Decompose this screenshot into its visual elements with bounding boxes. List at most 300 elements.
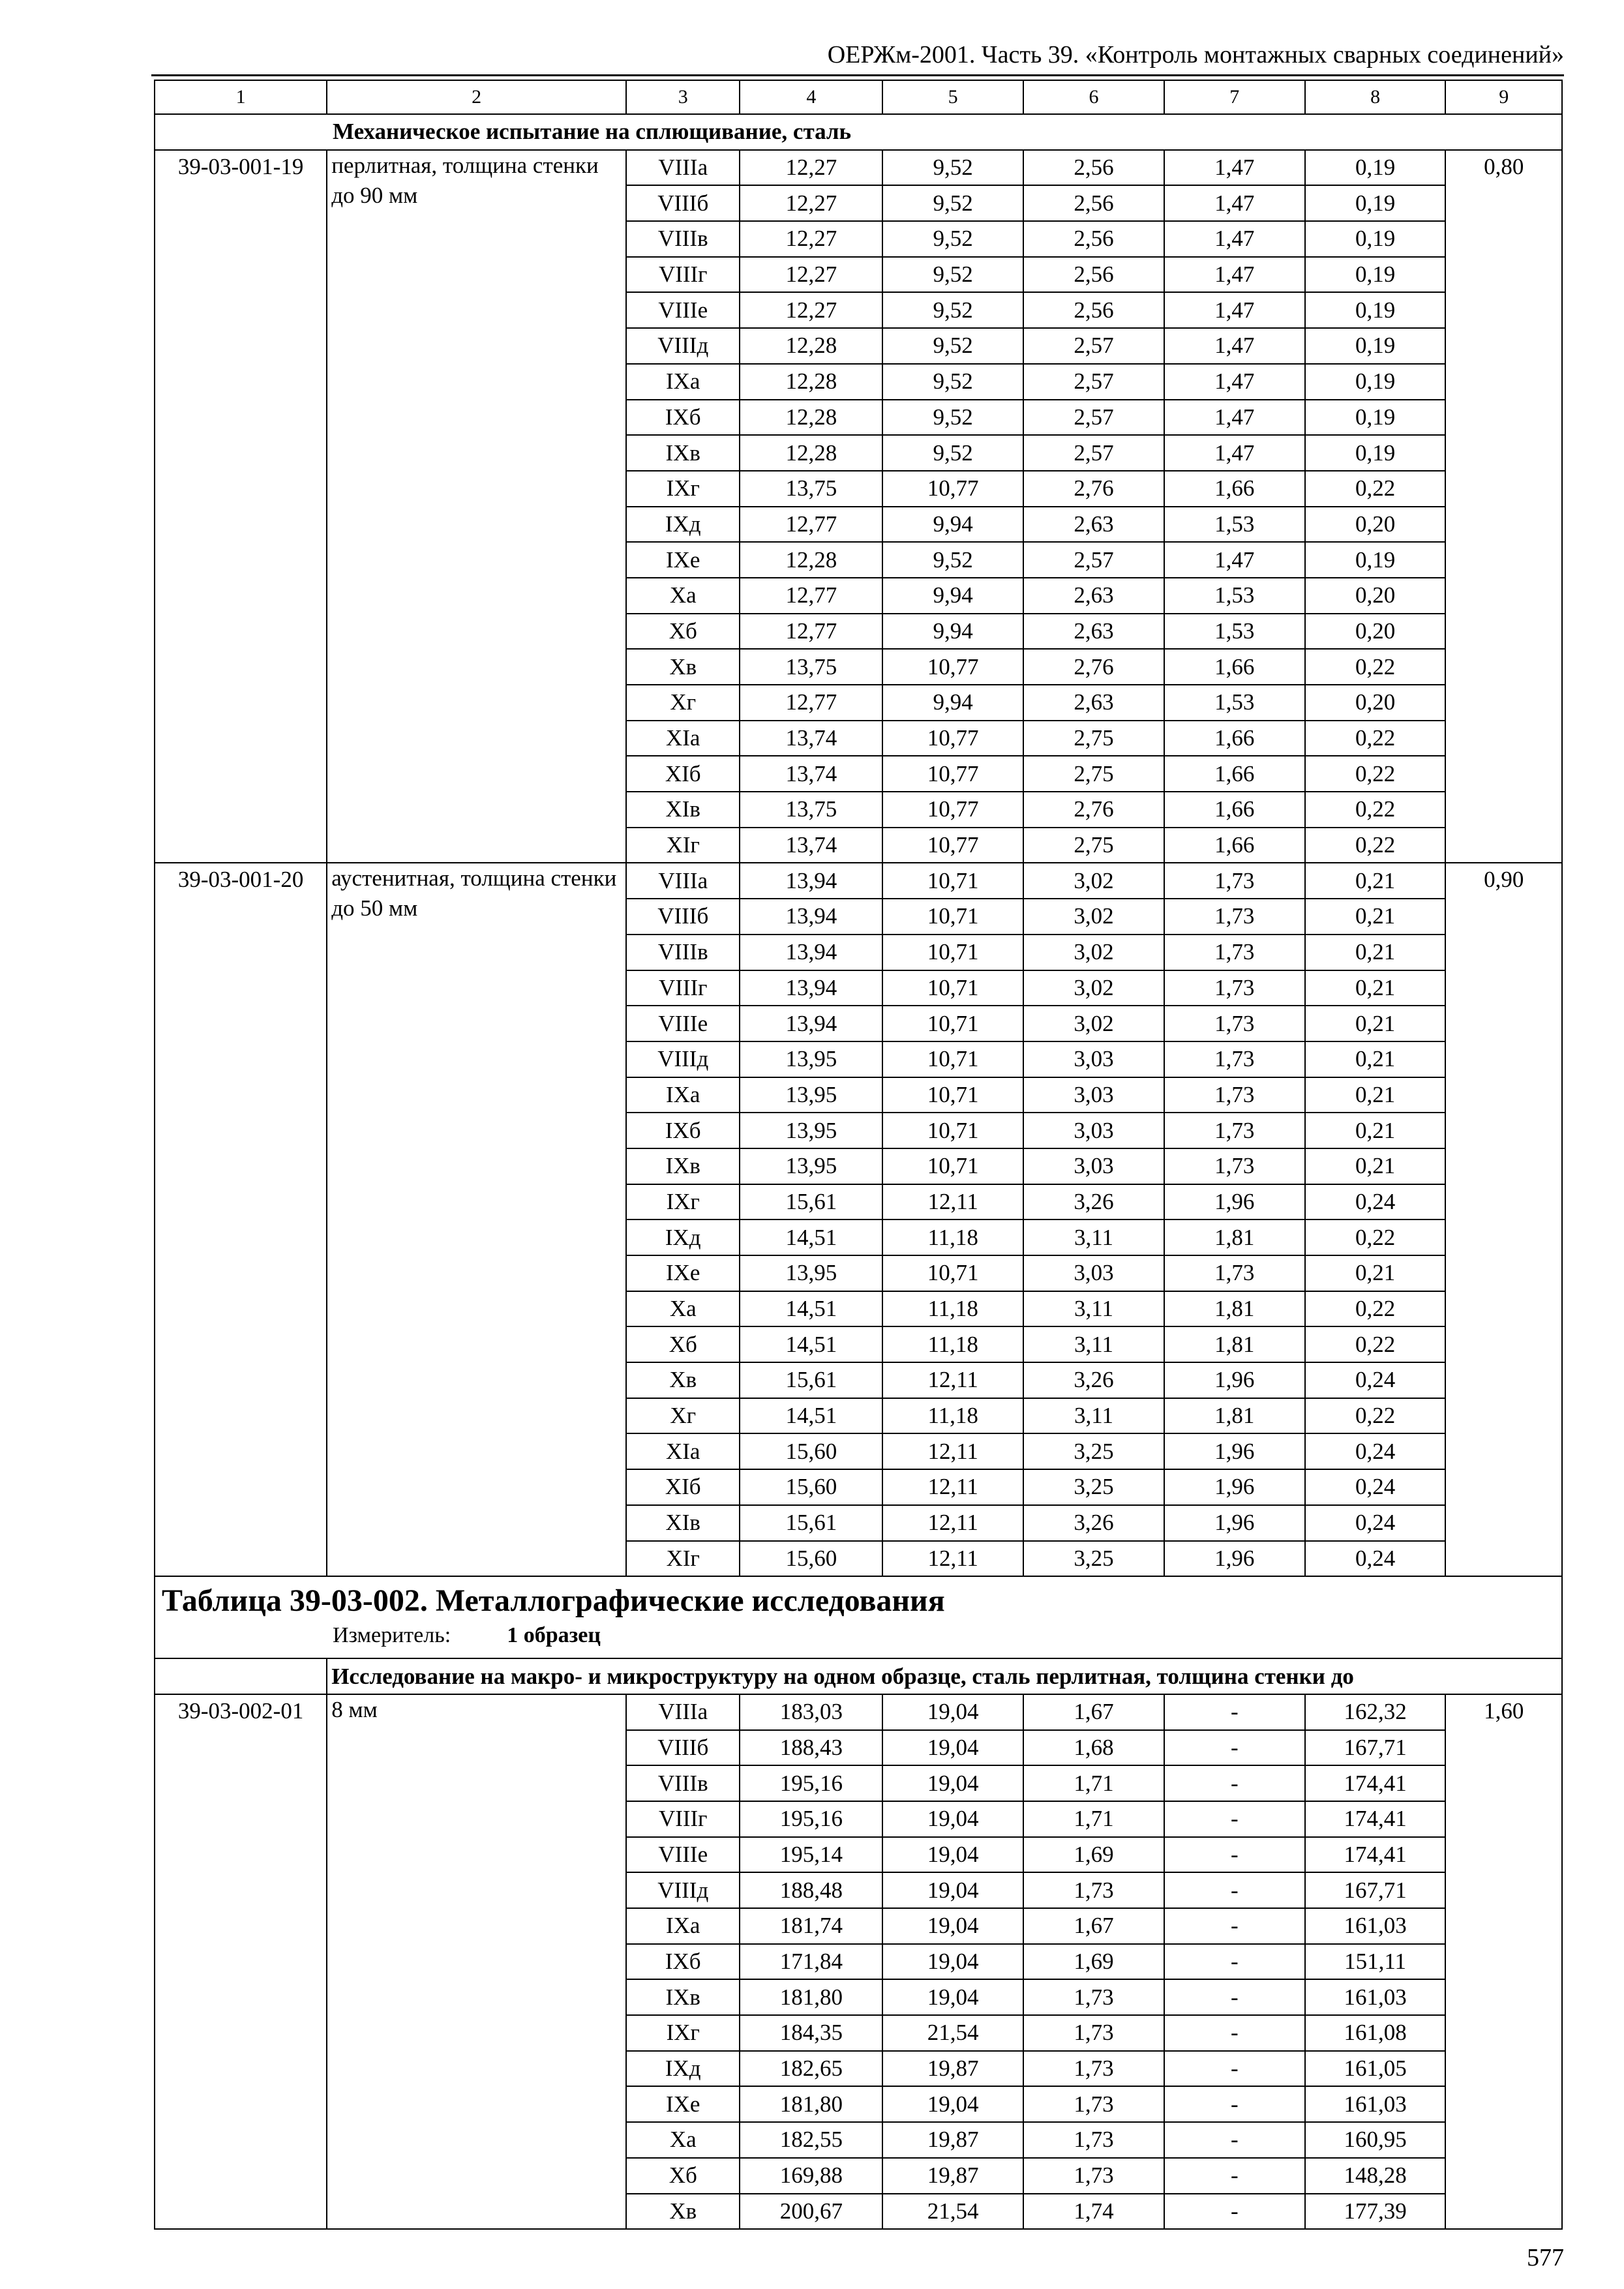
zone-cell: IXг (626, 2015, 740, 2051)
value-cell: 19,04 (882, 1872, 1023, 1908)
header-rule (151, 74, 1564, 76)
value-cell: 3,03 (1023, 1113, 1164, 1148)
value-cell: 3,11 (1023, 1326, 1164, 1362)
value-cell: 0,22 (1305, 1291, 1446, 1327)
zone-cell: XIб (626, 1469, 740, 1505)
value-cell: 19,04 (882, 1765, 1023, 1801)
value-cell: 1,71 (1023, 1801, 1164, 1837)
value-cell: 3,02 (1023, 935, 1164, 970)
value-cell: 162,32 (1305, 1694, 1446, 1730)
value-cell: 13,94 (740, 970, 882, 1006)
zone-cell: VIIIд (626, 1872, 740, 1908)
zone-cell: VIIIв (626, 935, 740, 970)
zone-cell: Xв (626, 649, 740, 685)
value-cell: 9,52 (882, 185, 1023, 221)
value-cell: 2,63 (1023, 507, 1164, 543)
value-cell: 0,22 (1305, 792, 1446, 828)
value-cell: 0,19 (1305, 257, 1446, 293)
value-cell: 1,67 (1023, 1694, 1164, 1730)
value-cell: 10,71 (882, 1077, 1023, 1113)
value-cell: 10,71 (882, 970, 1023, 1006)
value-cell: - (1164, 1694, 1305, 1730)
value-cell: 12,11 (882, 1362, 1023, 1398)
value-cell: 15,61 (740, 1362, 882, 1398)
value-cell: 1,73 (1164, 899, 1305, 935)
value-cell: 3,03 (1023, 1077, 1164, 1113)
value-cell: 19,87 (882, 2051, 1023, 2087)
value-cell: 1,47 (1164, 185, 1305, 221)
value-cell: 1,96 (1164, 1433, 1305, 1469)
value-cell: 182,65 (740, 2051, 882, 2087)
zone-cell: XIг (626, 1541, 740, 1577)
zone-cell: XIa (626, 1433, 740, 1469)
value-cell: 11,18 (882, 1326, 1023, 1362)
value-cell: 0,19 (1305, 150, 1446, 186)
value-cell: 1,96 (1164, 1505, 1305, 1541)
value-cell: 1,81 (1164, 1219, 1305, 1255)
value-cell: 188,48 (740, 1872, 882, 1908)
table2-heading-cell (155, 1576, 1562, 1658)
value-cell: 9,94 (882, 614, 1023, 650)
value-cell: 182,55 (740, 2122, 882, 2158)
value-cell: 3,03 (1023, 1148, 1164, 1184)
value-cell: 174,41 (1305, 1765, 1446, 1801)
value-cell: 161,08 (1305, 2015, 1446, 2051)
value-cell: 3,25 (1023, 1541, 1164, 1577)
zone-cell: Xг (626, 1398, 740, 1434)
value-cell: 2,57 (1023, 400, 1164, 436)
value-cell: 2,76 (1023, 792, 1164, 828)
value-cell: 9,52 (882, 328, 1023, 364)
value-cell: 9,52 (882, 150, 1023, 186)
value-cell: 0,20 (1305, 685, 1446, 721)
value-cell: 0,24 (1305, 1362, 1446, 1398)
value-cell: 0,22 (1305, 1326, 1446, 1362)
zone-cell: VIIIa (626, 1694, 740, 1730)
value-cell: 1,96 (1164, 1184, 1305, 1220)
value-cell: 1,66 (1164, 721, 1305, 756)
value-cell: 183,03 (740, 1694, 882, 1730)
section-title-row (155, 114, 1562, 150)
value-cell: 151,11 (1305, 1944, 1446, 1980)
zone-cell: IXe (626, 2086, 740, 2122)
zone-cell: VIIIв (626, 221, 740, 257)
value-cell: 13,74 (740, 721, 882, 756)
value-cell: 19,04 (882, 1730, 1023, 1766)
value-cell: 12,11 (882, 1505, 1023, 1541)
table-row (155, 150, 1562, 186)
value-cell: 19,04 (882, 1979, 1023, 2015)
value-cell: 161,03 (1305, 1908, 1446, 1944)
value-cell: 11,18 (882, 1219, 1023, 1255)
value-cell: 0,20 (1305, 507, 1446, 543)
value-cell: - (1164, 2194, 1305, 2230)
value-cell: 1,73 (1023, 1872, 1164, 1908)
value-cell: 1,73 (1023, 2086, 1164, 2122)
zone-cell: XIa (626, 721, 740, 756)
value-cell: 2,57 (1023, 328, 1164, 364)
unit-line (162, 1620, 1561, 1651)
value-cell: 0,21 (1305, 1077, 1446, 1113)
value-cell: 0,21 (1305, 1148, 1446, 1184)
value-cell: 19,04 (882, 2086, 1023, 2122)
value-cell: 1,73 (1164, 935, 1305, 970)
value-cell: 19,04 (882, 1837, 1023, 1873)
page-number: 577 (1527, 2244, 1564, 2271)
zone-cell: VIIIб (626, 899, 740, 935)
value-cell: 1,71 (1023, 1765, 1164, 1801)
value-cell: 1,96 (1164, 1541, 1305, 1577)
rates-table (154, 80, 1563, 2230)
unit-value: 1 образец (507, 1623, 601, 1648)
value-cell: 12,28 (740, 542, 882, 578)
zone-cell: Xб (626, 614, 740, 650)
value-cell: 148,28 (1305, 2158, 1446, 2194)
value-cell: 12,11 (882, 1469, 1023, 1505)
zone-cell: IXд (626, 1219, 740, 1255)
value-cell: 10,71 (882, 935, 1023, 970)
value-cell: 0,19 (1305, 185, 1446, 221)
rate-coefficient: 0,80 (1445, 150, 1562, 863)
value-cell: 3,02 (1023, 1006, 1164, 1041)
value-cell: 2,63 (1023, 614, 1164, 650)
zone-cell: XIг (626, 828, 740, 863)
value-cell: 10,71 (882, 1148, 1023, 1184)
value-cell: 1,73 (1023, 2051, 1164, 2087)
value-cell: 0,19 (1305, 292, 1446, 328)
value-cell: 10,77 (882, 649, 1023, 685)
zone-cell: Xa (626, 2122, 740, 2158)
column-number-row (155, 80, 1562, 114)
value-cell: 0,19 (1305, 221, 1446, 257)
value-cell: 13,75 (740, 649, 882, 685)
value-cell: 1,47 (1164, 292, 1305, 328)
value-cell: 19,87 (882, 2122, 1023, 2158)
value-cell: 1,73 (1164, 1113, 1305, 1148)
value-cell: 0,20 (1305, 578, 1446, 614)
value-cell: 1,53 (1164, 578, 1305, 614)
value-cell: 0,21 (1305, 1006, 1446, 1041)
value-cell: - (1164, 1872, 1305, 1908)
value-cell: 21,54 (882, 2194, 1023, 2230)
value-cell: 1,73 (1164, 1041, 1305, 1077)
value-cell: - (1164, 1979, 1305, 2015)
value-cell: 1,73 (1164, 970, 1305, 1006)
zone-cell: IXб (626, 1113, 740, 1148)
zone-cell: IXб (626, 400, 740, 436)
value-cell: 1,67 (1023, 1908, 1164, 1944)
value-cell: 0,19 (1305, 435, 1446, 471)
value-cell: 3,02 (1023, 970, 1164, 1006)
running-header: ОЕРЖм-2001. Часть 39. «Контроль монтажных сварных соединений» (827, 41, 1564, 68)
value-cell: 0,24 (1305, 1184, 1446, 1220)
value-cell: 3,11 (1023, 1219, 1164, 1255)
value-cell: 19,04 (882, 1801, 1023, 1837)
table-row (155, 863, 1562, 899)
value-cell: - (1164, 2051, 1305, 2087)
value-cell: 1,73 (1164, 1255, 1305, 1291)
value-cell: 161,03 (1305, 1979, 1446, 2015)
value-cell: 0,22 (1305, 1219, 1446, 1255)
value-cell: 1,47 (1164, 400, 1305, 436)
value-cell: 1,47 (1164, 221, 1305, 257)
value-cell: 1,53 (1164, 685, 1305, 721)
value-cell: 2,63 (1023, 685, 1164, 721)
value-cell: 3,11 (1023, 1398, 1164, 1434)
value-cell: - (1164, 1944, 1305, 1980)
zone-cell: XIб (626, 756, 740, 792)
column-number: 1 (155, 80, 327, 114)
value-cell: 1,81 (1164, 1398, 1305, 1434)
rate-description: 8 мм (327, 1694, 626, 2229)
value-cell: 2,56 (1023, 257, 1164, 293)
value-cell: 12,11 (882, 1541, 1023, 1577)
value-cell: 181,80 (740, 2086, 882, 2122)
zone-cell: Xa (626, 1291, 740, 1327)
value-cell: 9,52 (882, 221, 1023, 257)
value-cell: 174,41 (1305, 1801, 1446, 1837)
value-cell: 2,63 (1023, 578, 1164, 614)
value-cell: 0,19 (1305, 364, 1446, 400)
value-cell: 13,94 (740, 899, 882, 935)
value-cell: 10,71 (882, 1255, 1023, 1291)
value-cell: 181,80 (740, 1979, 882, 2015)
value-cell: 13,94 (740, 863, 882, 899)
column-number: 6 (1023, 80, 1164, 114)
value-cell: 12,27 (740, 257, 882, 293)
value-cell: 3,03 (1023, 1255, 1164, 1291)
value-cell: 1,66 (1164, 792, 1305, 828)
column-number: 8 (1305, 80, 1446, 114)
value-cell: 2,56 (1023, 221, 1164, 257)
zone-cell: XIв (626, 792, 740, 828)
value-cell: 1,73 (1164, 1148, 1305, 1184)
value-cell: 0,21 (1305, 863, 1446, 899)
value-cell: 10,77 (882, 471, 1023, 507)
value-cell: 0,20 (1305, 614, 1446, 650)
value-cell: 12,27 (740, 150, 882, 186)
value-cell: 19,04 (882, 1908, 1023, 1944)
value-cell: 15,61 (740, 1505, 882, 1541)
rate-description: перлитная, толщина стенки до 90 мм (327, 150, 626, 863)
column-number: 4 (740, 80, 882, 114)
value-cell: 0,22 (1305, 756, 1446, 792)
value-cell: 13,95 (740, 1041, 882, 1077)
value-cell: - (1164, 1765, 1305, 1801)
value-cell: 9,52 (882, 364, 1023, 400)
value-cell: 2,76 (1023, 471, 1164, 507)
value-cell: 1,53 (1164, 507, 1305, 543)
value-cell: 0,19 (1305, 542, 1446, 578)
value-cell: 12,11 (882, 1184, 1023, 1220)
value-cell: 1,73 (1164, 863, 1305, 899)
value-cell: 14,51 (740, 1326, 882, 1362)
value-cell: 13,75 (740, 792, 882, 828)
value-cell: 9,52 (882, 257, 1023, 293)
value-cell: 3,25 (1023, 1469, 1164, 1505)
value-cell: 12,77 (740, 578, 882, 614)
value-cell: 14,51 (740, 1398, 882, 1434)
value-cell: - (1164, 1837, 1305, 1873)
value-cell: 1,68 (1023, 1730, 1164, 1766)
value-cell: 13,74 (740, 828, 882, 863)
value-cell: 171,84 (740, 1944, 882, 1980)
value-cell: 13,95 (740, 1113, 882, 1148)
value-cell: 174,41 (1305, 1837, 1446, 1873)
value-cell: 0,22 (1305, 471, 1446, 507)
value-cell: 3,25 (1023, 1433, 1164, 1469)
zone-cell: VIIIе (626, 1006, 740, 1041)
zone-cell: Xб (626, 1326, 740, 1362)
value-cell: 188,43 (740, 1730, 882, 1766)
value-cell: 181,74 (740, 1908, 882, 1944)
value-cell: 1,66 (1164, 756, 1305, 792)
column-number: 3 (626, 80, 740, 114)
value-cell: 13,74 (740, 756, 882, 792)
value-cell: 1,47 (1164, 364, 1305, 400)
zone-cell: VIIIв (626, 1765, 740, 1801)
section-title: Механическое испытание на сплющивание, сталь (155, 114, 1562, 150)
value-cell: 0,22 (1305, 649, 1446, 685)
zone-cell: VIIIд (626, 1041, 740, 1077)
value-cell: 12,28 (740, 328, 882, 364)
table-row (155, 1694, 1562, 1730)
value-cell: 1,73 (1023, 2122, 1164, 2158)
value-cell: 9,94 (882, 507, 1023, 543)
value-cell: 0,21 (1305, 970, 1446, 1006)
value-cell: 1,73 (1023, 2158, 1164, 2194)
value-cell: 2,57 (1023, 435, 1164, 471)
value-cell: 161,03 (1305, 2086, 1446, 2122)
value-cell: 1,66 (1164, 649, 1305, 685)
value-cell: 9,52 (882, 292, 1023, 328)
value-cell: 10,77 (882, 756, 1023, 792)
value-cell: 13,94 (740, 1006, 882, 1041)
zone-cell: Xв (626, 2194, 740, 2230)
value-cell: 195,14 (740, 1837, 882, 1873)
value-cell: 10,71 (882, 1041, 1023, 1077)
value-cell: 1,81 (1164, 1291, 1305, 1327)
zone-cell: IXв (626, 1979, 740, 2015)
value-cell: 9,52 (882, 542, 1023, 578)
value-cell: 1,53 (1164, 614, 1305, 650)
value-cell: - (1164, 1730, 1305, 1766)
value-cell: 15,61 (740, 1184, 882, 1220)
zone-cell: IXг (626, 1184, 740, 1220)
subsection-title: Исследование на макро- и микроструктуру на одном образце, сталь перлитная, толщина стенки до (327, 1658, 1562, 1694)
column-number: 2 (327, 80, 626, 114)
value-cell: 13,95 (740, 1077, 882, 1113)
value-cell: 184,35 (740, 2015, 882, 2051)
value-cell: 11,18 (882, 1291, 1023, 1327)
zone-cell: VIIIд (626, 328, 740, 364)
value-cell: 10,77 (882, 721, 1023, 756)
value-cell: 2,75 (1023, 828, 1164, 863)
value-cell: 9,94 (882, 578, 1023, 614)
zone-cell: IXв (626, 435, 740, 471)
value-cell: 11,18 (882, 1398, 1023, 1434)
value-cell: 161,05 (1305, 2051, 1446, 2087)
zone-cell: IXa (626, 1077, 740, 1113)
value-cell: 0,21 (1305, 1041, 1446, 1077)
zone-cell: IXe (626, 1255, 740, 1291)
value-cell: 0,24 (1305, 1541, 1446, 1577)
rate-code: 39-03-002-01 (155, 1694, 327, 2229)
zone-cell: IXв (626, 1148, 740, 1184)
value-cell: 19,04 (882, 1694, 1023, 1730)
value-cell: 0,21 (1305, 899, 1446, 935)
zone-cell: VIIIa (626, 150, 740, 186)
value-cell: 12,77 (740, 507, 882, 543)
value-cell: 14,51 (740, 1291, 882, 1327)
column-number: 7 (1164, 80, 1305, 114)
value-cell: 2,56 (1023, 292, 1164, 328)
zone-cell: VIIIг (626, 257, 740, 293)
value-cell: 2,76 (1023, 649, 1164, 685)
zone-cell: VIIIa (626, 863, 740, 899)
value-cell: 19,87 (882, 2158, 1023, 2194)
zone-cell: Xa (626, 578, 740, 614)
value-cell: 10,77 (882, 828, 1023, 863)
value-cell: 3,02 (1023, 899, 1164, 935)
value-cell: 169,88 (740, 2158, 882, 2194)
value-cell: 167,71 (1305, 1730, 1446, 1766)
value-cell: 15,60 (740, 1469, 882, 1505)
value-cell: 12,28 (740, 435, 882, 471)
value-cell: - (1164, 1908, 1305, 1944)
value-cell: 1,81 (1164, 1326, 1305, 1362)
zone-cell: Xб (626, 2158, 740, 2194)
value-cell: 0,21 (1305, 935, 1446, 970)
value-cell: 1,69 (1023, 1944, 1164, 1980)
value-cell: 9,94 (882, 685, 1023, 721)
value-cell: 0,22 (1305, 828, 1446, 863)
value-cell: 2,56 (1023, 150, 1164, 186)
value-cell: 1,47 (1164, 257, 1305, 293)
value-cell: 1,96 (1164, 1469, 1305, 1505)
value-cell: 1,66 (1164, 471, 1305, 507)
zone-cell: IXб (626, 1944, 740, 1980)
zone-cell: Xг (626, 685, 740, 721)
value-cell: 1,96 (1164, 1362, 1305, 1398)
value-cell: 3,26 (1023, 1362, 1164, 1398)
value-cell: 0,21 (1305, 1255, 1446, 1291)
value-cell: 19,04 (882, 1944, 1023, 1980)
zone-cell: VIIIе (626, 292, 740, 328)
value-cell: 9,52 (882, 435, 1023, 471)
column-number: 9 (1445, 80, 1562, 114)
zone-cell: IXa (626, 364, 740, 400)
rate-coefficient: 0,90 (1445, 863, 1562, 1576)
zone-cell: IXд (626, 507, 740, 543)
value-cell: 15,60 (740, 1433, 882, 1469)
rate-code: 39-03-001-19 (155, 150, 327, 863)
value-cell: 0,24 (1305, 1433, 1446, 1469)
value-cell: 0,24 (1305, 1505, 1446, 1541)
zone-cell: XIв (626, 1505, 740, 1541)
value-cell: 2,57 (1023, 542, 1164, 578)
value-cell: 0,22 (1305, 1398, 1446, 1434)
value-cell: 12,27 (740, 292, 882, 328)
value-cell: 10,71 (882, 899, 1023, 935)
zone-cell: IXe (626, 542, 740, 578)
value-cell: 13,95 (740, 1148, 882, 1184)
value-cell: 177,39 (1305, 2194, 1446, 2230)
zone-cell: IXa (626, 1908, 740, 1944)
value-cell: 2,56 (1023, 185, 1164, 221)
value-cell: 12,27 (740, 185, 882, 221)
zone-cell: IXг (626, 471, 740, 507)
